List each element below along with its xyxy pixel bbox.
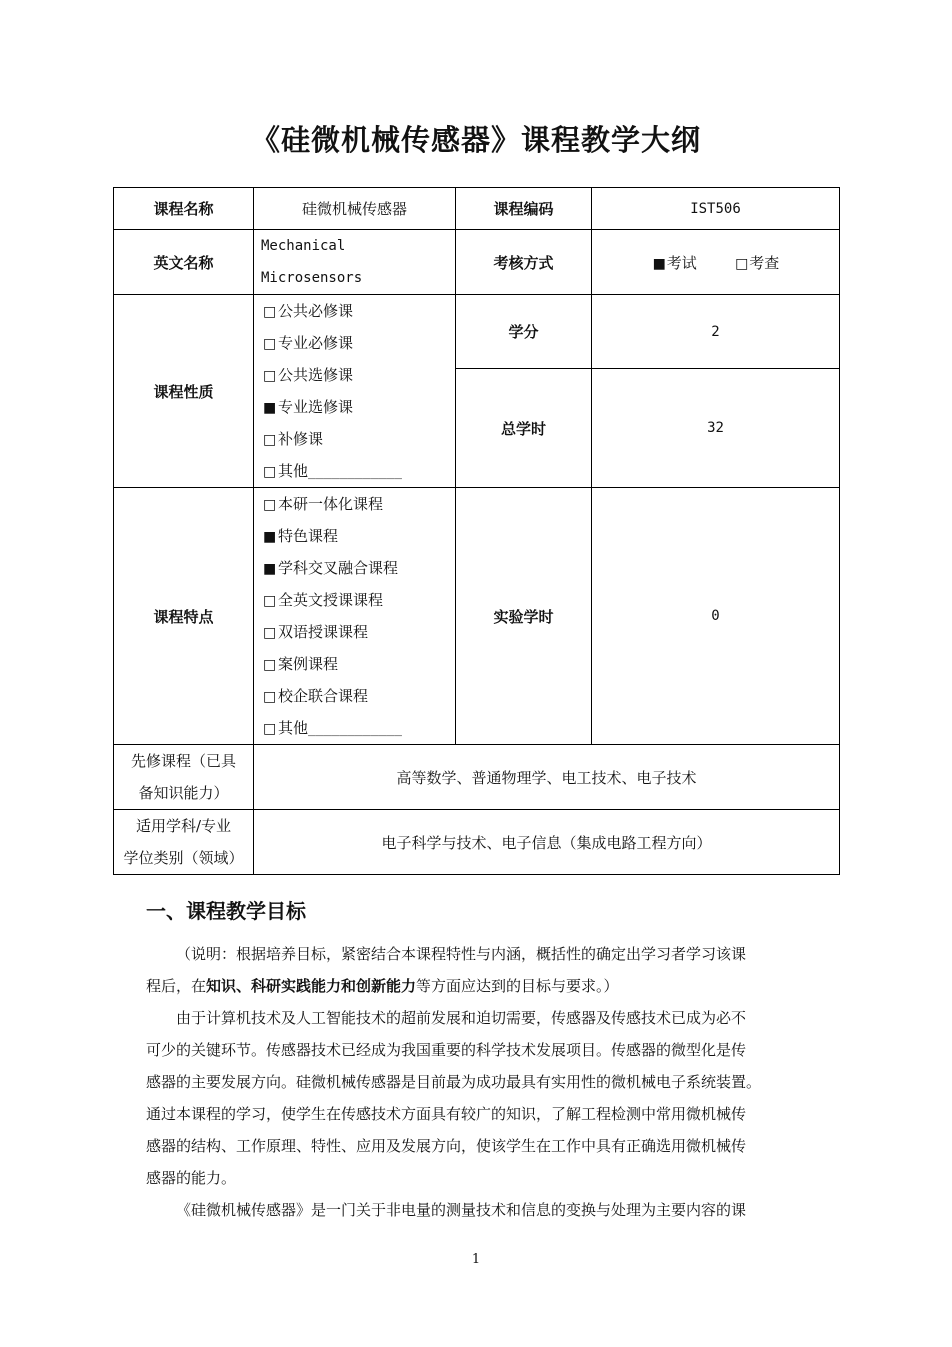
note-text: 程后，在 xyxy=(146,977,207,995)
nature-option-major-elective[interactable] xyxy=(263,391,455,423)
assessment-check-checkbox[interactable] xyxy=(734,254,779,272)
assessment-options xyxy=(592,230,840,295)
total-hours-label: 总学时 xyxy=(456,369,592,488)
feature-option[interactable] xyxy=(263,488,455,520)
english-name-line: Microsensors xyxy=(261,270,363,286)
option-label: 公共必修课 xyxy=(278,302,354,320)
body-line: 感器的主要发展方向。硅微机械传感器是目前最为成功最具有实用性的微机械电子系统装置。 xyxy=(146,1073,762,1091)
feature-option[interactable] xyxy=(263,616,455,648)
option-label: 特色课程 xyxy=(278,527,339,545)
empty-box-icon: □ xyxy=(263,497,277,513)
nature-option-major-required[interactable] xyxy=(263,327,455,359)
table-row xyxy=(114,230,840,295)
empty-box-icon: □ xyxy=(263,593,277,609)
course-info-table xyxy=(113,187,840,875)
body-line: 由于计算机技术及人工智能技术的超前发展和迫切需要，传感器及传感技术已成为必不 xyxy=(176,1009,747,1027)
label-line: 备知识能力） xyxy=(138,784,229,802)
prerequisite-value: 高等数学、普通物理学、电工技术、电子技术 xyxy=(254,745,840,810)
label-line: 先修课程（已具 xyxy=(130,752,236,770)
empty-box-icon: □ xyxy=(263,657,277,673)
option-label: 其他 xyxy=(278,462,309,480)
course-nature-label: 课程性质 xyxy=(114,295,254,488)
feature-option[interactable] xyxy=(263,584,455,616)
table-row xyxy=(114,488,840,745)
feature-option[interactable] xyxy=(263,552,455,584)
checked-box-icon: ■ xyxy=(263,400,277,416)
option-label: 公共选修课 xyxy=(278,366,354,384)
body-line: 感器的结构、工作原理、特性、应用及发展方向，使该学生在工作中具有正确选用微机械传 xyxy=(146,1137,747,1155)
body-paragraph xyxy=(146,1002,812,1226)
course-name-label: 课程名称 xyxy=(114,188,254,230)
course-features-label: 课程特点 xyxy=(114,488,254,745)
option-label: 校企联合课程 xyxy=(278,687,369,705)
table-row xyxy=(114,745,840,810)
option-label: 其他 xyxy=(278,719,309,737)
feature-option-other[interactable] xyxy=(263,712,455,744)
body-line: 感器的能力。 xyxy=(146,1169,237,1187)
note-emphasis: 知识、科研实践能力和创新能力 xyxy=(206,977,417,995)
note-line xyxy=(146,970,812,1002)
body-line: 《硅微机械传感器》是一门关于非电量的测量技术和信息的变换与处理为主要内容的课 xyxy=(176,1201,747,1219)
total-hours-value: 32 xyxy=(592,369,840,488)
discipline-label xyxy=(114,810,254,875)
credits-label: 学分 xyxy=(456,295,592,369)
empty-box-icon: □ xyxy=(263,625,277,641)
nature-option-public-elective[interactable] xyxy=(263,359,455,391)
document-title: 《硅微机械传感器》课程教学大纲 xyxy=(250,123,701,157)
empty-box-icon: □ xyxy=(263,432,277,448)
body-line: 可少的关键环节。传感器技术已经成为我国重要的科学技术发展项目。传感器的微型化是传 xyxy=(146,1041,747,1059)
table-row xyxy=(114,295,840,369)
nature-option-other[interactable] xyxy=(263,455,455,487)
credits-value: 2 xyxy=(592,295,840,369)
empty-box-icon: □ xyxy=(263,336,277,352)
option-label: 学科交叉融合课程 xyxy=(278,559,399,577)
checked-box-icon: ■ xyxy=(263,529,277,545)
checked-box-icon: ■ xyxy=(263,561,277,577)
option-label: 双语授课课程 xyxy=(278,623,369,641)
nature-option-remedial[interactable] xyxy=(263,423,455,455)
discipline-value: 电子科学与技术、电子信息（集成电路工程方向） xyxy=(254,810,840,875)
option-label: 专业必修课 xyxy=(278,334,354,352)
table-row xyxy=(114,810,840,875)
note-line: （说明：根据培养目标，紧密结合本课程特性与内涵，概括性的确定出学习者学习该课 xyxy=(176,945,747,963)
course-features-options xyxy=(254,488,456,745)
instruction-note xyxy=(146,938,812,1002)
course-nature-options xyxy=(254,295,456,488)
lab-hours-label: 实验学时 xyxy=(456,488,592,745)
english-name-line: Mechanical xyxy=(261,238,346,254)
assessment-label: 考核方式 xyxy=(456,230,592,295)
empty-box-icon: □ xyxy=(263,689,277,705)
empty-box-icon: □ xyxy=(263,721,277,737)
course-code-value: IST506 xyxy=(592,188,840,230)
feature-option[interactable] xyxy=(263,520,455,552)
table-row xyxy=(114,188,840,230)
assessment-option-label: 考试 xyxy=(666,253,697,272)
lab-hours-value: 0 xyxy=(592,488,840,745)
assessment-exam-checkbox[interactable] xyxy=(652,254,697,272)
fill-in-blank[interactable]: ____________ xyxy=(308,465,402,480)
empty-box-icon: □ xyxy=(735,255,749,272)
course-name-value: 硅微机械传感器 xyxy=(254,188,456,230)
fill-in-blank[interactable]: ____________ xyxy=(308,722,402,737)
option-label: 专业选修课 xyxy=(278,398,354,416)
option-label: 补修课 xyxy=(278,430,324,448)
assessment-option-label: 考查 xyxy=(749,253,780,272)
label-line: 适用学科/专业 xyxy=(135,817,232,835)
label-line: 学位类别（领域） xyxy=(123,849,244,867)
feature-option[interactable] xyxy=(263,648,455,680)
nature-option-public-required[interactable] xyxy=(263,295,455,327)
note-text: 等方面应达到的目标与要求。） xyxy=(416,977,619,995)
english-name-label: 英文名称 xyxy=(114,230,254,295)
section-heading: 一、课程教学目标 xyxy=(146,899,306,923)
checked-box-icon: ■ xyxy=(652,255,666,272)
option-label: 本研一体化课程 xyxy=(278,495,384,513)
body-line: 通过本课程的学习，使学生在传感技术方面具有较广的知识，了解工程检测中常用微机械传 xyxy=(146,1105,747,1123)
option-label: 全英文授课课程 xyxy=(278,591,384,609)
empty-box-icon: □ xyxy=(263,304,277,320)
feature-option[interactable] xyxy=(263,680,455,712)
english-name-value xyxy=(254,230,456,295)
page-number: 1 xyxy=(471,1252,481,1267)
empty-box-icon: □ xyxy=(263,464,277,480)
prerequisite-label xyxy=(114,745,254,810)
empty-box-icon: □ xyxy=(263,368,277,384)
option-label: 案例课程 xyxy=(278,655,339,673)
course-code-label: 课程编码 xyxy=(456,188,592,230)
